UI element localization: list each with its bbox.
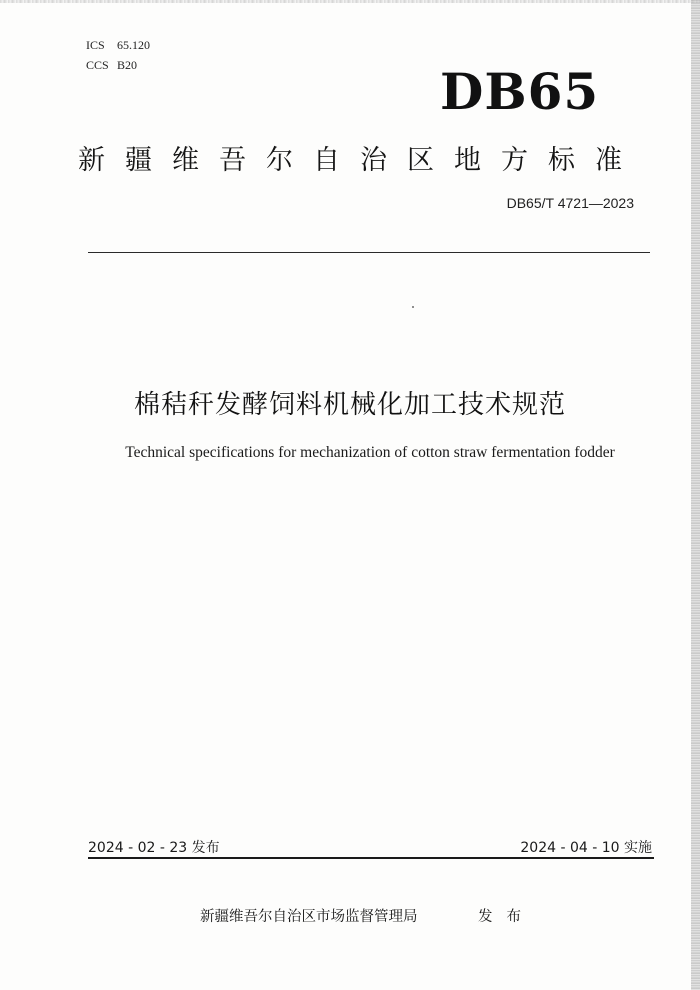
ics-line <box>86 38 150 53</box>
standard-category-title: 新疆维吾尔自治区地方标准 <box>78 145 642 176</box>
chinese-title: 棉秸秆发酵饲料机械化加工技术规范 <box>133 390 566 420</box>
scan-edge-right <box>691 0 700 990</box>
ccs-line <box>86 58 137 73</box>
issue-action: 发布 <box>478 909 535 925</box>
ics-label: ICS <box>86 38 105 52</box>
implementation-date: 2024 - 04 - 10 实施 <box>520 840 652 856</box>
footer-divider <box>88 857 654 859</box>
ics-code: 65.120 <box>117 38 150 52</box>
english-title: Technical specifications for mechanization of cotton straw fermentation fodder <box>125 444 615 461</box>
ccs-label: CCS <box>86 58 109 72</box>
issuing-authority: 新疆维吾尔自治区市场监督管理局 <box>200 909 418 925</box>
scan-dust-speck <box>412 306 414 308</box>
header-divider <box>88 252 650 253</box>
db65-logo: DB65 <box>440 62 600 121</box>
standard-number: DB65/T 4721—2023 <box>506 195 634 211</box>
issue-date: 2024 - 02 - 23 发布 <box>88 840 220 856</box>
ccs-code: B20 <box>117 58 138 72</box>
scan-edge-top <box>0 0 700 3</box>
